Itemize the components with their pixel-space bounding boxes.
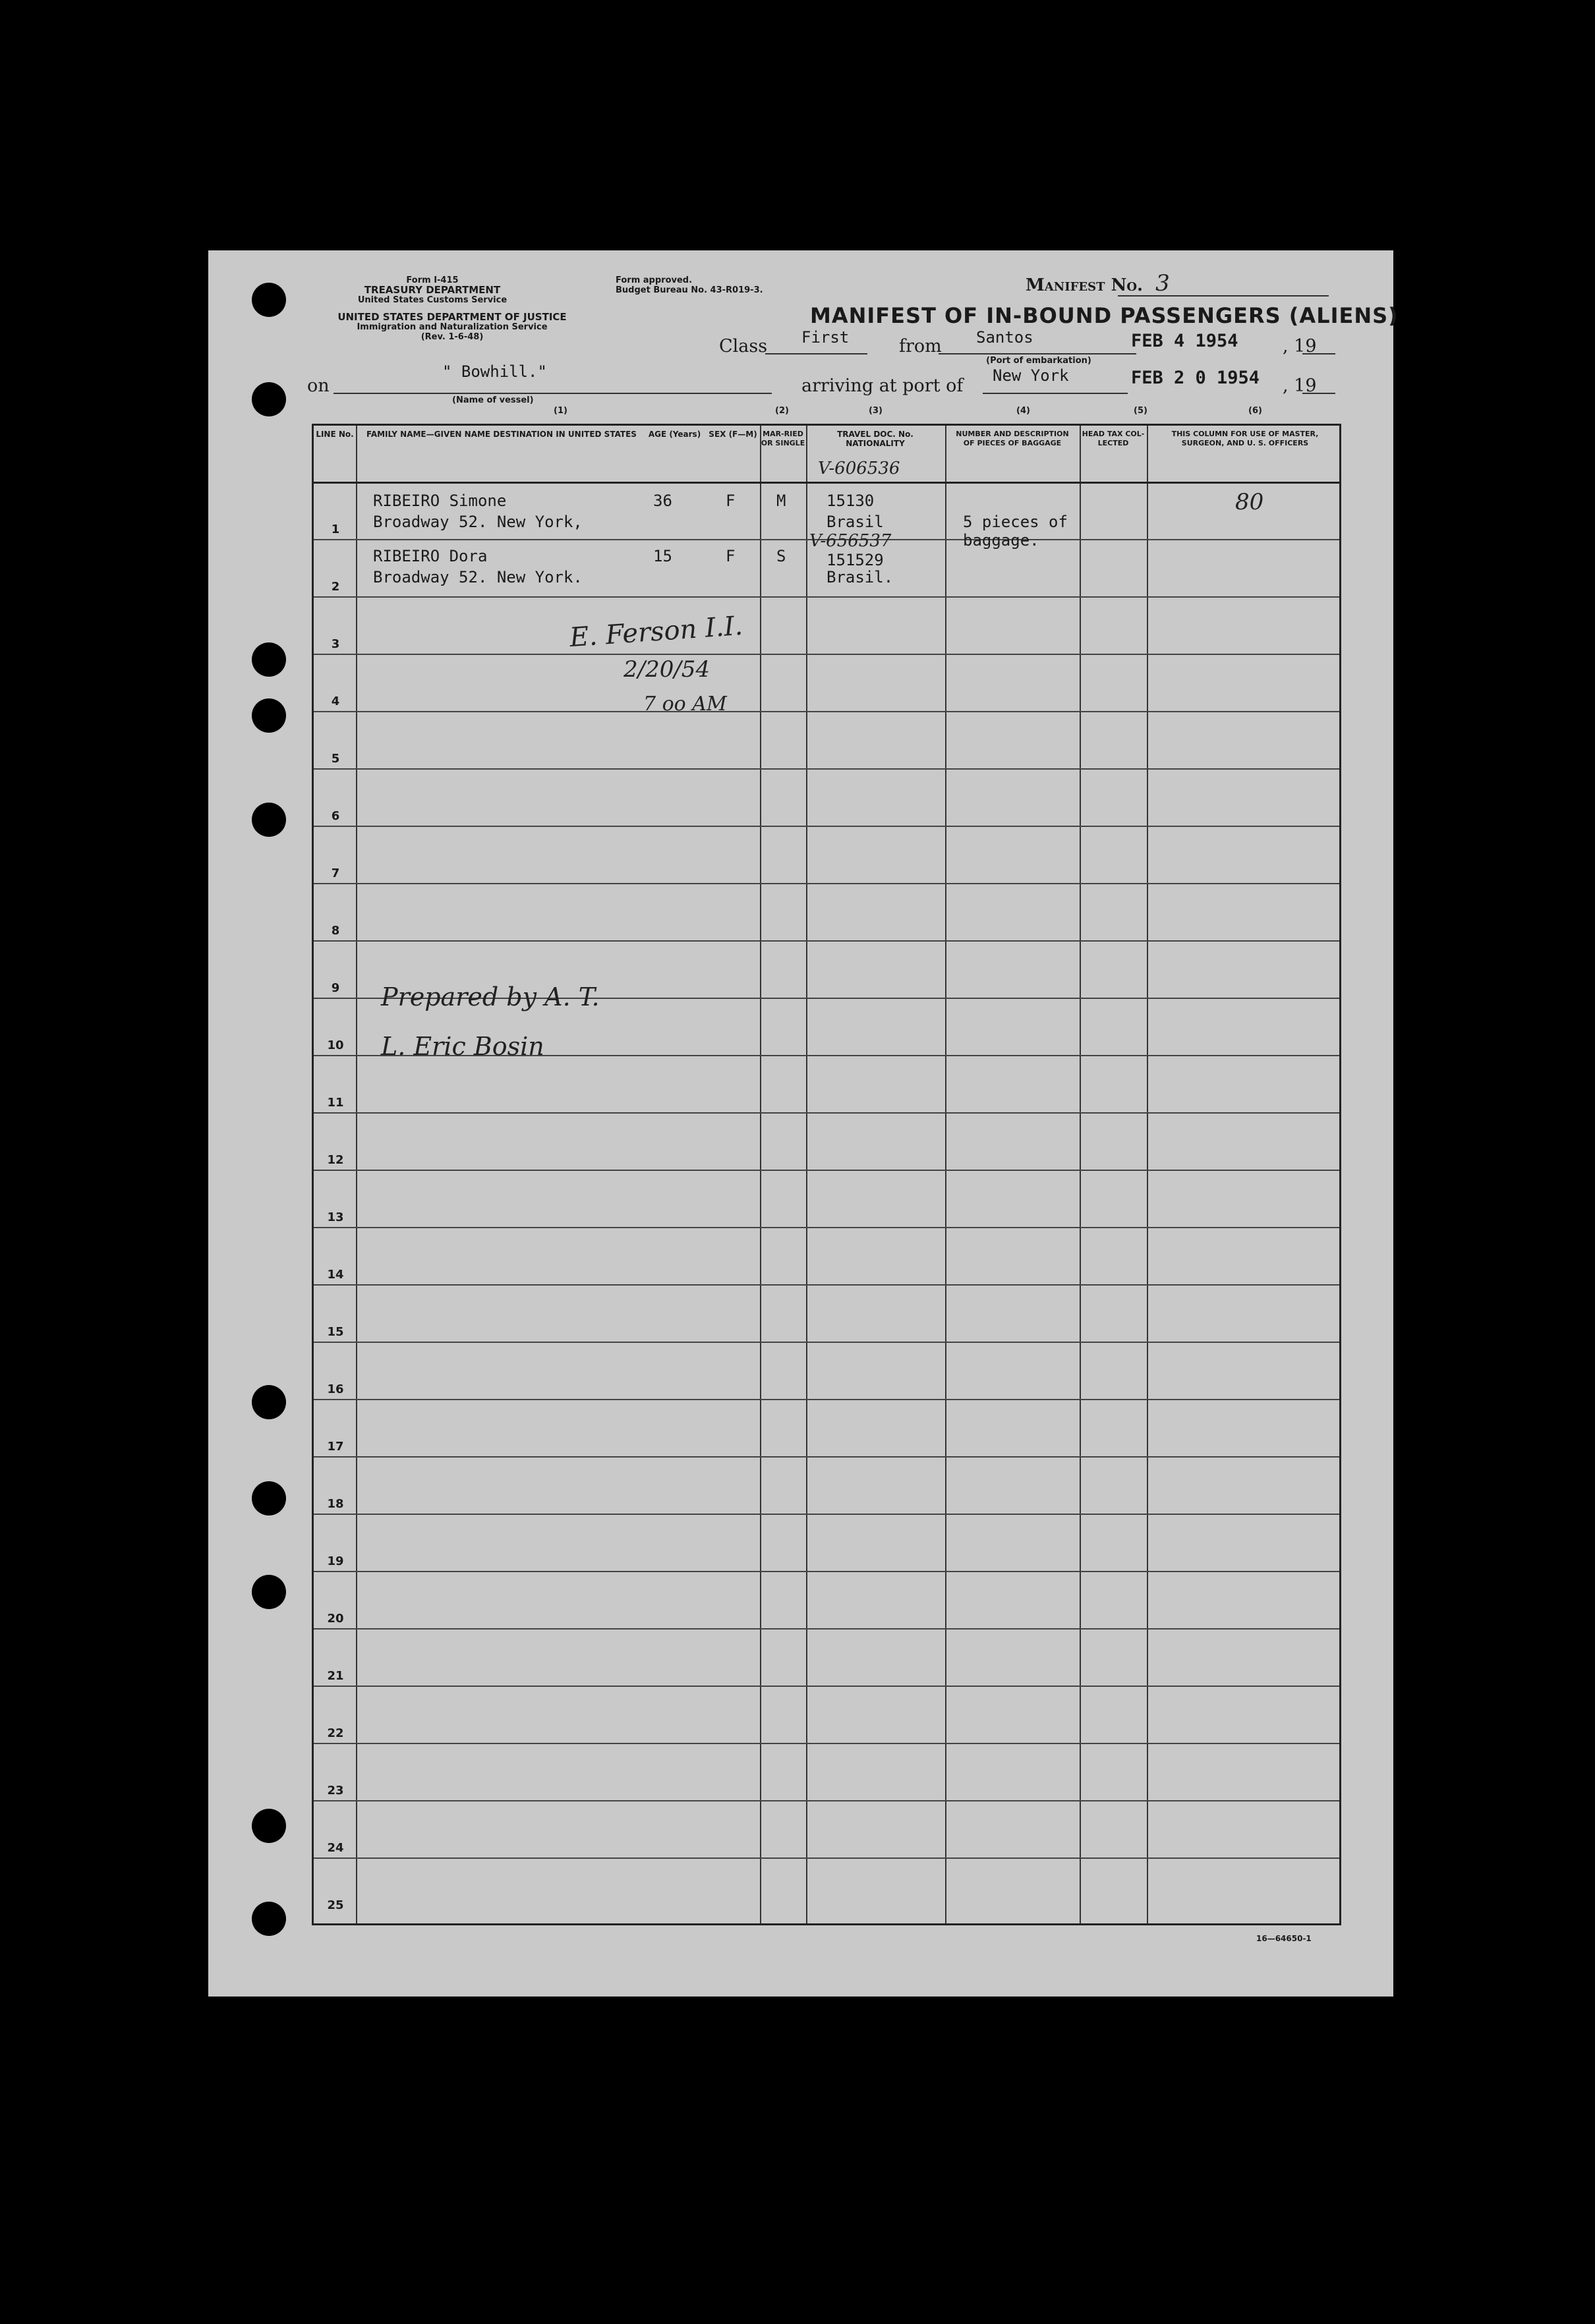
passenger-1-name: RIBEIRO Simone xyxy=(373,492,507,510)
row-line xyxy=(314,1571,1339,1572)
inspection-time: 7 oo AM xyxy=(643,693,727,716)
page-title: MANIFEST OF IN-BOUND PASSENGERS (ALIENS) xyxy=(810,303,1399,328)
col-officers: THIS COLUMN FOR USE OF MASTER, SURGEON, AND U. S. OFFICERS xyxy=(1171,430,1319,447)
col-divider xyxy=(760,426,761,1923)
passenger-2-doc: 151529 xyxy=(826,551,884,569)
binder-hole xyxy=(252,1481,286,1516)
approval-block xyxy=(616,275,763,295)
form-approved: Form approved. xyxy=(616,275,693,285)
line-number: 7 xyxy=(331,866,340,880)
row-line xyxy=(314,826,1339,827)
passenger-2-baggage: baggage. xyxy=(963,531,1039,550)
line-number: 2 xyxy=(331,580,340,594)
justice-dept: UNITED STATES DEPARTMENT OF JUSTICE xyxy=(337,311,567,323)
inspector-signature: E. Ferson I.I. xyxy=(568,610,744,654)
passenger-2-age: 15 xyxy=(653,547,672,565)
passenger-2-doc-hand: V-656537 xyxy=(809,531,892,551)
port-embark-label: (Port of embarkation) xyxy=(986,356,1091,366)
col-name: FAMILY NAME—GIVEN NAME DESTINATION IN UNITED STATES xyxy=(366,430,637,439)
row-line xyxy=(314,1456,1339,1458)
header-divider xyxy=(314,482,1339,484)
passenger-1-officer-note: 80 xyxy=(1235,489,1264,515)
from-underline xyxy=(939,353,1136,354)
col-line-no: LINE No. xyxy=(316,430,354,439)
customs-service: United States Customs Service xyxy=(357,295,508,305)
manifest-no-value: 3 xyxy=(1155,270,1170,297)
passenger-2-destination: Broadway 52. New York. xyxy=(373,568,583,586)
col-age: AGE (Years) xyxy=(648,430,701,439)
row-line xyxy=(314,711,1339,712)
passenger-1-age: 36 xyxy=(653,492,672,510)
binder-hole xyxy=(252,382,286,416)
departure-date-stamp: FEB 4 1954 xyxy=(1131,331,1238,351)
line-number: 20 xyxy=(327,1612,344,1626)
manifest-no-label: Manifest No. xyxy=(1026,275,1144,295)
row-line xyxy=(314,654,1339,655)
passenger-1-nationality: Brasil xyxy=(826,513,884,531)
year-underline xyxy=(1302,353,1335,354)
line-number: 4 xyxy=(331,694,340,708)
row-line xyxy=(314,940,1339,942)
col-divider xyxy=(945,426,946,1923)
row-line xyxy=(314,768,1339,770)
arrival-port-underline xyxy=(983,393,1128,394)
row-line xyxy=(314,1227,1339,1228)
binder-hole xyxy=(252,1902,286,1936)
line-number: 18 xyxy=(327,1497,344,1511)
manifest-no-underline xyxy=(1118,295,1329,297)
passenger-2-married: S xyxy=(776,547,786,565)
vessel-name: " Bowhill." xyxy=(442,362,547,381)
line-number: 6 xyxy=(331,809,340,823)
line-number: 21 xyxy=(327,1669,344,1683)
arriving-label: arriving at port of xyxy=(801,376,964,396)
line-number: 25 xyxy=(327,1898,344,1912)
col-6-marker: (6) xyxy=(1248,406,1262,416)
line-number: 9 xyxy=(331,981,340,995)
row-line xyxy=(314,1628,1339,1630)
binder-hole xyxy=(252,283,286,317)
row-line xyxy=(314,1857,1339,1859)
col-5-marker: (5) xyxy=(1134,406,1147,416)
budget-bureau: Budget Bureau No. 43-R019-3. xyxy=(616,285,763,295)
from-label: from xyxy=(899,336,942,356)
binder-hole xyxy=(252,698,286,733)
year-underline-2 xyxy=(1302,393,1335,394)
binder-hole xyxy=(252,803,286,837)
passenger-2-name: RIBEIRO Dora xyxy=(373,547,488,565)
arrival-port: New York xyxy=(993,366,1069,385)
prepared-by-note: Prepared by A. T. xyxy=(381,982,600,1011)
passenger-1-baggage: 5 pieces of xyxy=(963,513,1068,531)
binder-hole xyxy=(252,1575,286,1609)
row-line xyxy=(314,1514,1339,1515)
arrival-date-stamp: FEB 2 0 1954 xyxy=(1131,368,1260,388)
passenger-1-doc-hand: V-606536 xyxy=(818,459,900,478)
line-number: 16 xyxy=(327,1382,344,1396)
line-number: 12 xyxy=(327,1153,344,1167)
class-value: First xyxy=(801,328,850,347)
form-number: Form I-415 xyxy=(406,275,459,285)
passenger-1-married: M xyxy=(776,492,786,510)
vessel-underline xyxy=(334,393,772,394)
ins-service: Immigration and Naturalization Service xyxy=(357,322,548,332)
col-baggage: NUMBER AND DESCRIPTION OF PIECES OF BAGGAGE xyxy=(956,430,1069,447)
binder-hole xyxy=(252,1385,286,1419)
year-suffix: , 19 xyxy=(1283,336,1317,356)
treasury-dept: TREASURY DEPARTMENT xyxy=(364,284,501,296)
row-line xyxy=(314,1342,1339,1343)
row-line xyxy=(314,1284,1339,1286)
manifest-number-group xyxy=(1026,270,1170,297)
vessel-label: (Name of vessel) xyxy=(452,395,534,405)
line-number: 8 xyxy=(331,924,340,938)
line-number: 15 xyxy=(327,1325,344,1339)
on-label: on xyxy=(307,376,330,396)
class-underline xyxy=(765,353,867,354)
col-divider xyxy=(1147,426,1148,1923)
line-number: 19 xyxy=(327,1554,344,1568)
line-number: 22 xyxy=(327,1726,344,1740)
line-number: 17 xyxy=(327,1440,344,1454)
col-2-marker: (2) xyxy=(775,406,789,416)
col-divider xyxy=(806,426,807,1923)
row-line xyxy=(314,1170,1339,1171)
col-travel-doc: TRAVEL DOC. No. NATIONALITY xyxy=(837,430,914,448)
from-value: Santos xyxy=(976,328,1033,347)
line-number: 3 xyxy=(331,637,340,651)
col-4-marker: (4) xyxy=(1016,406,1030,416)
form-revision: (Rev. 1-6-48) xyxy=(420,332,484,342)
year-suffix-2: , 19 xyxy=(1283,376,1317,396)
line-number: 1 xyxy=(331,523,340,536)
inspection-date: 2/20/54 xyxy=(624,656,710,683)
line-number: 13 xyxy=(327,1210,344,1224)
col-sex: SEX (F—M) xyxy=(709,430,757,439)
justice-block xyxy=(307,312,597,342)
col-head-tax: HEAD TAX COL-LECTED xyxy=(1082,430,1145,447)
col-divider xyxy=(1080,426,1081,1923)
class-label: Class xyxy=(719,336,768,356)
passenger-1-sex: F xyxy=(726,492,736,510)
passenger-table xyxy=(312,424,1341,1925)
line-number: 24 xyxy=(327,1841,344,1855)
line-number: 23 xyxy=(327,1784,344,1798)
row-line xyxy=(314,1800,1339,1801)
row-line xyxy=(314,1112,1339,1114)
line-number: 5 xyxy=(331,752,340,766)
row-line xyxy=(314,596,1339,598)
col-3-marker: (3) xyxy=(869,406,883,416)
row-line xyxy=(314,1399,1339,1400)
row-line xyxy=(314,1743,1339,1744)
manifest-page xyxy=(208,250,1399,1997)
col-1-marker: (1) xyxy=(554,406,567,416)
col-married: MAR-RIED OR SINGLE xyxy=(761,430,805,447)
line-number: 11 xyxy=(327,1096,344,1110)
binder-hole xyxy=(252,1809,286,1843)
header-agency-block xyxy=(334,275,531,305)
row-line xyxy=(314,883,1339,884)
row-line xyxy=(314,1686,1339,1687)
preparer-signature: L. Eric Bosin xyxy=(381,1032,544,1061)
line-number: 14 xyxy=(327,1268,344,1282)
passenger-1-destination: Broadway 52. New York, xyxy=(373,513,583,531)
passenger-2-nationality: Brasil. xyxy=(826,568,894,586)
passenger-1-doc: 15130 xyxy=(826,492,875,510)
binder-hole xyxy=(252,642,286,677)
passenger-2-sex: F xyxy=(726,547,736,565)
line-number: 10 xyxy=(327,1038,344,1052)
print-code: 16—64650-1 xyxy=(1256,1934,1312,1943)
